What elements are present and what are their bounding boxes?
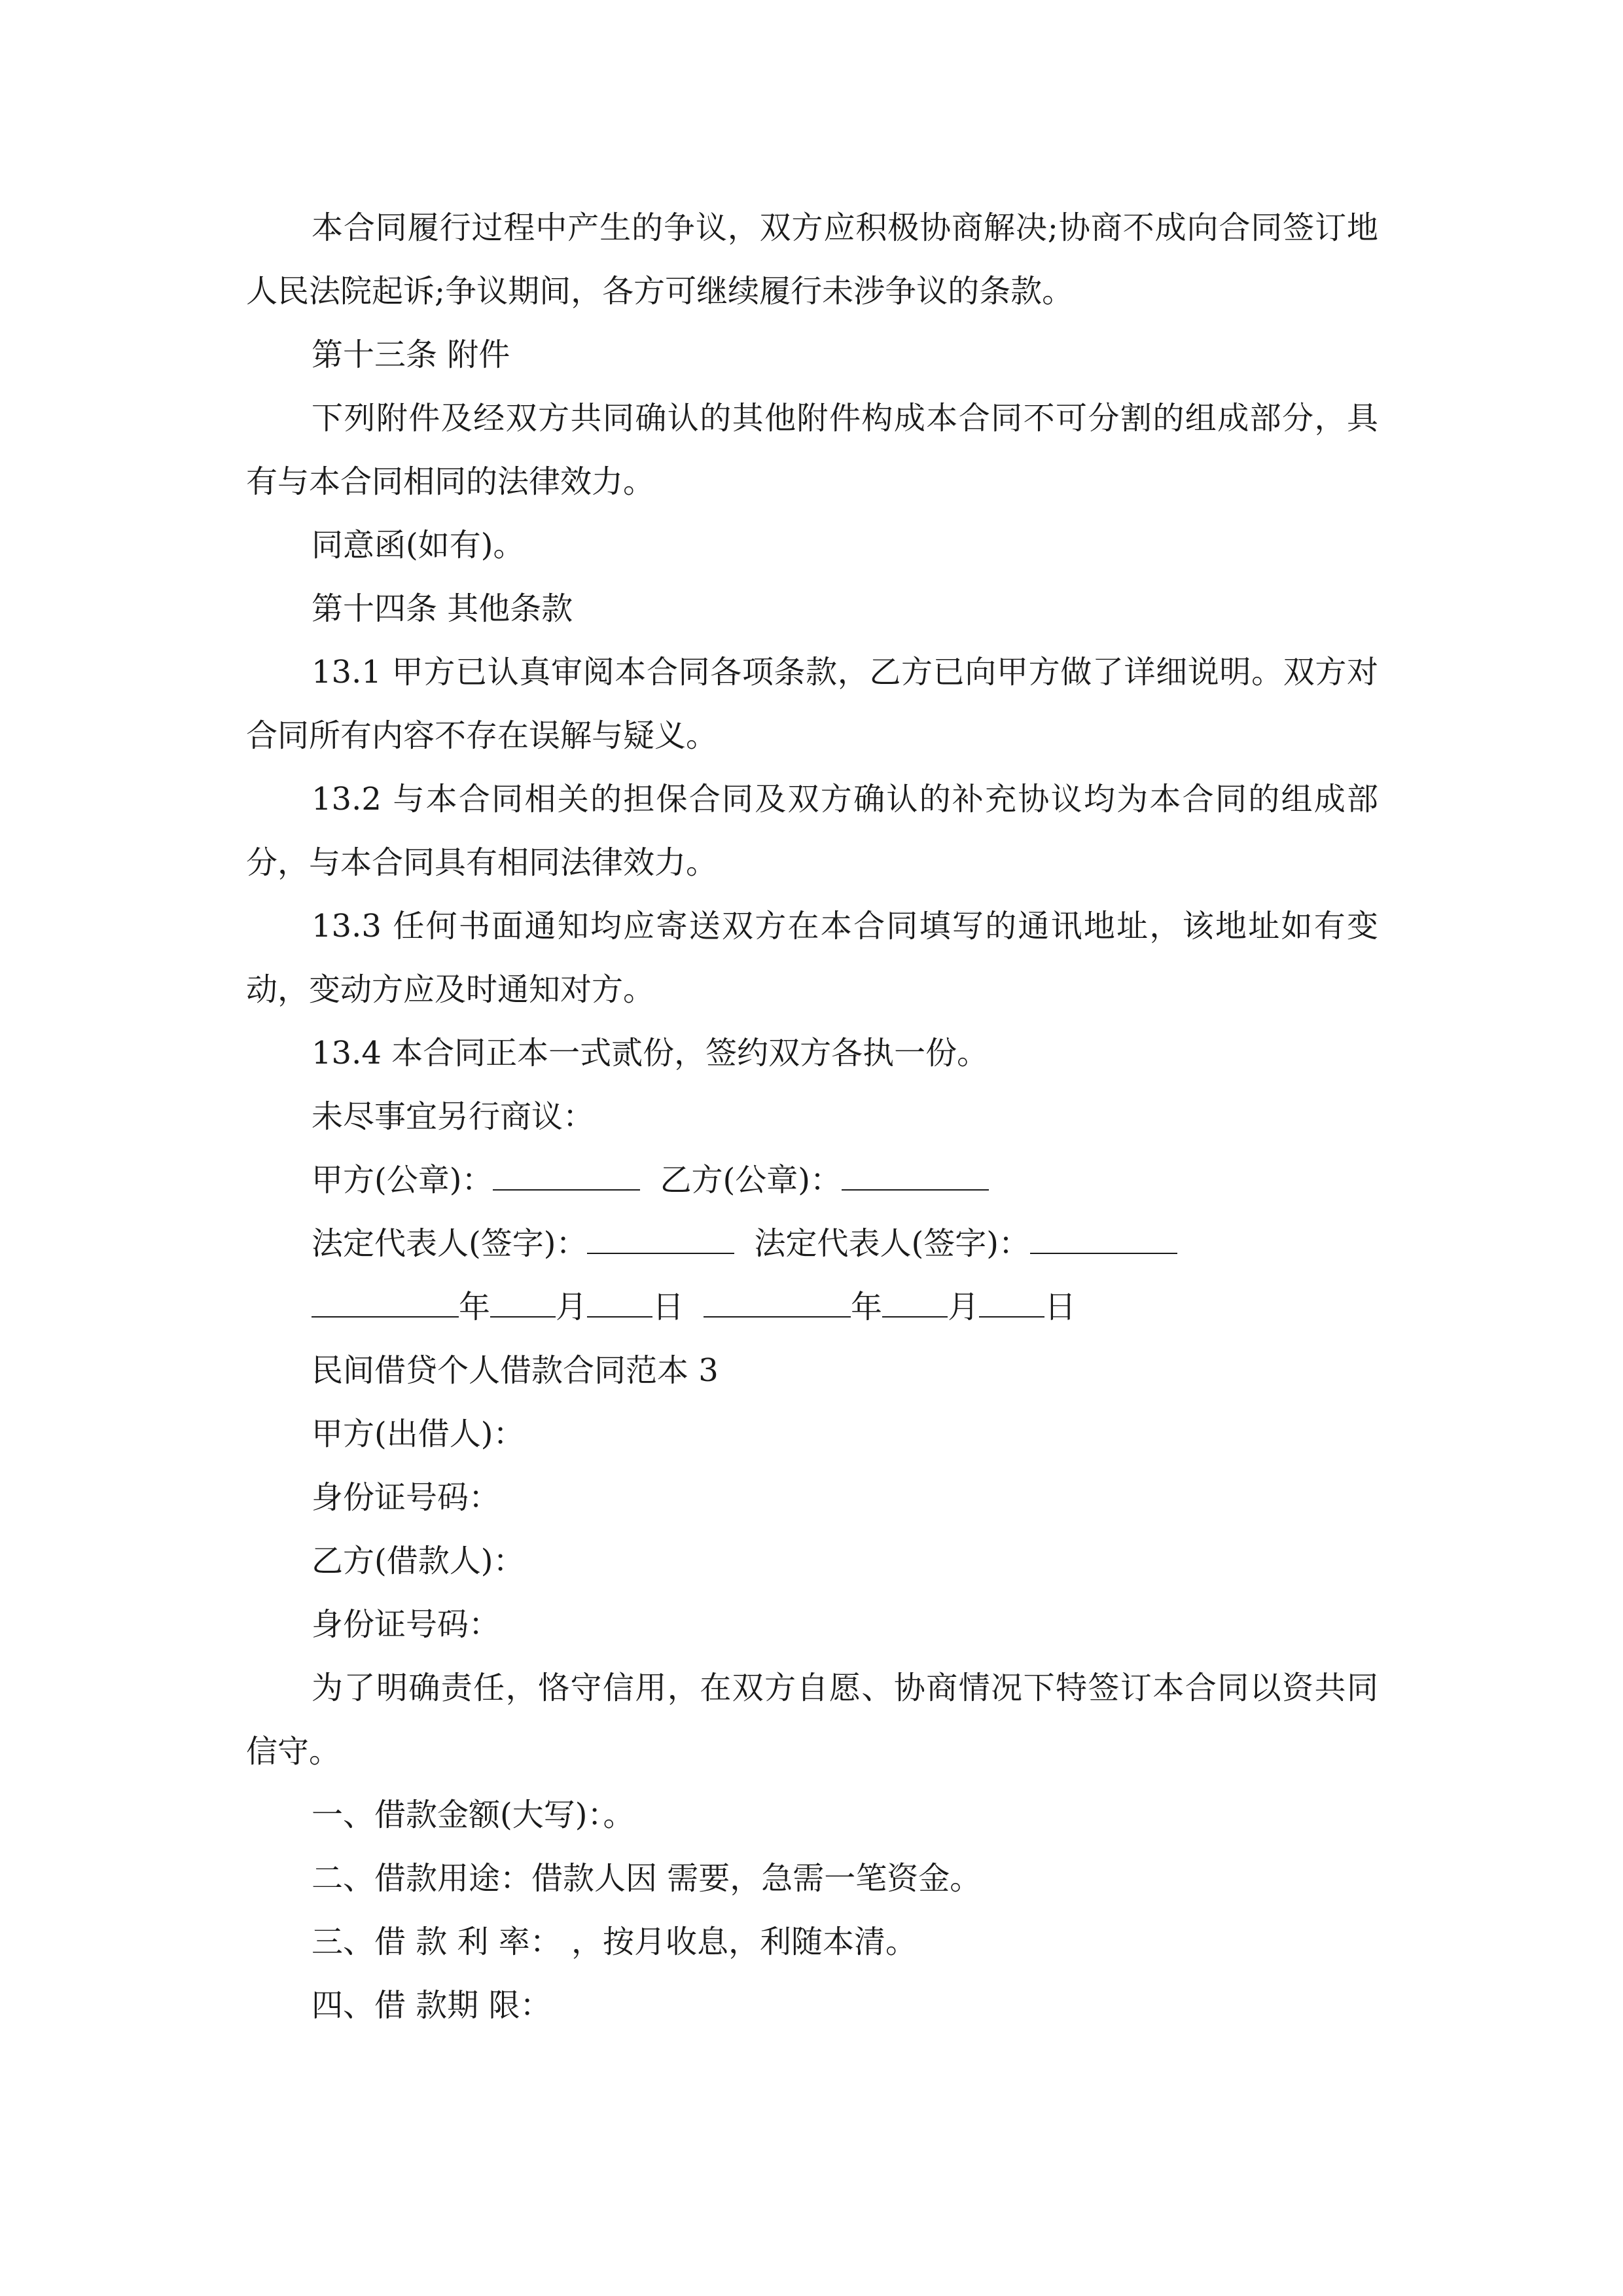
legal-rep-b-label: 法定代表人(签字)：: [754, 1225, 1030, 1262]
item-loan-amount: 一、借款金额(大写)：。: [312, 1797, 635, 1833]
item-loan-purpose: 二、借款用途：借款人因 需要，急需一笔资金。: [312, 1860, 982, 1897]
date-b-day-label: 日: [1044, 1289, 1077, 1325]
signature-seal-line: [246, 1149, 1378, 1212]
legal-rep-a-blank: [587, 1225, 734, 1254]
date-b-day-blank: [979, 1288, 1044, 1318]
party-b-seal-label: 乙方(公章)：: [660, 1162, 842, 1198]
date-a-day-blank: [587, 1288, 652, 1318]
signature-date-line: [246, 1276, 1378, 1339]
paragraph-attachments: 下列附件及经双方共同确认的其他附件构成本合同不可分割的组成部分，具有与本合同相同的法律效力。: [246, 400, 1378, 500]
field-lender-id: 身份证号码：: [312, 1479, 501, 1516]
document-body: [246, 196, 1378, 2037]
legal-rep-b-blank: [1030, 1225, 1177, 1254]
clause-13-1: 13.1 甲方已认真审阅本合同各项条款，乙方已向甲方做了详细说明。双方对合同所有内容不存在误解与疑义。: [246, 654, 1378, 754]
party-a-seal-label: 甲方(公章)：: [312, 1162, 493, 1198]
paragraph-preamble: 为了明确责任，恪守信用，在双方自愿、协商情况下特签订本合同以资共同信守。: [246, 1670, 1378, 1770]
item-loan-term: 四、借 款期 限：: [312, 1987, 552, 2024]
party-b-seal-blank: [842, 1161, 989, 1191]
heading-article-14: 第十四条 其他条款: [312, 590, 573, 627]
legal-rep-a-label: 法定代表人(签字)：: [312, 1225, 588, 1262]
date-a-month-blank: [490, 1288, 556, 1318]
paragraph-other-matters: 未尽事宜另行商议：: [312, 1098, 595, 1135]
date-a-day-label: 日: [652, 1289, 685, 1325]
date-b-month-blank: [882, 1288, 948, 1318]
field-borrower-id: 身份证号码：: [312, 1606, 501, 1643]
date-a-year-blank: [312, 1288, 459, 1318]
clause-13-4: 13.4 本合同正本一式贰份，签约双方各执一份。: [312, 1035, 989, 1071]
date-b-year-blank: [704, 1288, 851, 1318]
date-a-month-label: 月: [556, 1289, 588, 1325]
clause-13-2: 13.2 与本合同相关的担保合同及双方确认的补充协议均为本合同的组成部分，与本合同具有相同法律效力。: [246, 781, 1378, 881]
party-a-seal-blank: [493, 1161, 640, 1191]
paragraph-dispute: 本合同履行过程中产生的争议，双方应积极协商解决;协商不成向合同签订地人民法院起诉;争议期间，各方可继续履行未涉争议的条款。: [246, 209, 1378, 310]
paragraph-consent-letter: 同意函(如有)。: [312, 527, 525, 564]
field-lender: 甲方(出借人)：: [312, 1416, 525, 1452]
heading-contract-sample-3: 民间借贷个人借款合同范本 3: [312, 1352, 719, 1389]
heading-article-13: 第十三条 附件: [312, 336, 510, 373]
date-b-month-label: 月: [948, 1289, 980, 1325]
clause-13-3: 13.3 任何书面通知均应寄送双方在本合同填写的通讯地址，该地址如有变动，变动方应及时通知对方。: [246, 908, 1378, 1008]
field-borrower: 乙方(借款人)：: [312, 1543, 525, 1579]
signature-legal-rep-line: [246, 1212, 1378, 1276]
date-a-year-label: 年: [459, 1289, 491, 1325]
item-loan-rate: 三、借 款 利 率： ，按月收息，利随本清。: [312, 1924, 918, 1960]
date-b-year-label: 年: [851, 1289, 883, 1325]
